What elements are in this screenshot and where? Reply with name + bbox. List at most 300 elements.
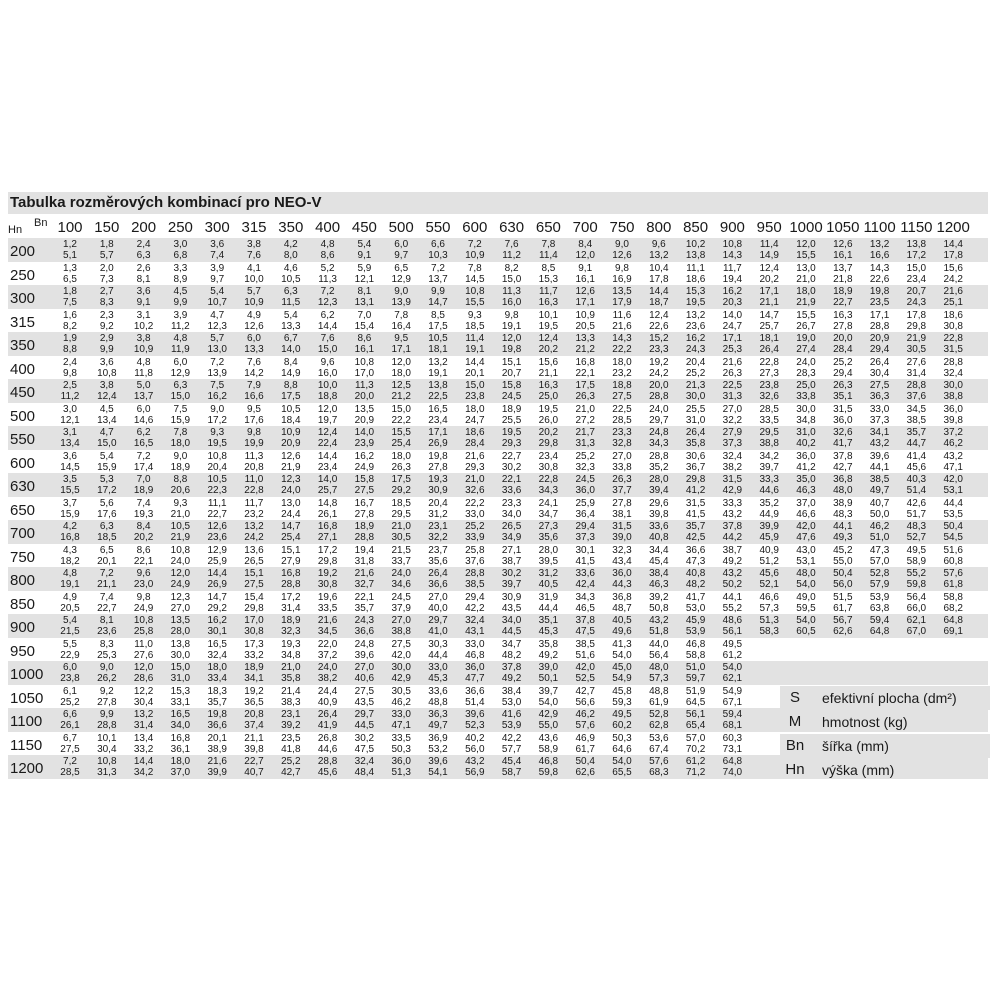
table-cell (934, 310, 972, 332)
cell-weight-value: 34,3 (538, 485, 559, 496)
cell-area-value: 41,3 (612, 638, 632, 650)
cell-area-value: 46,6 (759, 591, 779, 603)
cell-weight-value: 30,2 (501, 461, 522, 473)
table-cell (345, 709, 383, 731)
cell-area-value: 9,0 (173, 450, 188, 462)
cell-area-value: 57,6 (943, 568, 963, 579)
cell-area-value: 25,2 (833, 356, 853, 368)
cell-weight-value: 19,4 (722, 273, 743, 285)
table-cell (566, 568, 604, 590)
row-header-hn: 400 (10, 360, 36, 378)
table-cell (88, 709, 126, 731)
cell-weight-value: 26,7 (796, 320, 816, 332)
cell-weight-value: 40,0 (428, 602, 448, 614)
table-cell (529, 592, 567, 614)
table-cell (382, 733, 420, 755)
table-cell (713, 615, 751, 637)
cell-area-value: 21,3 (685, 380, 706, 391)
cell-weight-value: 68,2 (943, 602, 963, 614)
cell-weight-value: 62,6 (833, 626, 853, 637)
table-cell (198, 686, 236, 708)
table-cell (677, 333, 715, 355)
cell-area-value: 14,3 (612, 333, 632, 344)
cell-area-value: 12,4 (759, 262, 779, 274)
cell-area-value: 5,4 (63, 615, 77, 626)
cell-area-value: 10,1 (97, 732, 117, 744)
cell-weight-value: 13,0 (207, 344, 227, 355)
table-cell (603, 545, 641, 567)
table-row-hn-900 (8, 614, 988, 638)
cell-area-value: 12,0 (133, 662, 154, 673)
cell-area-value: 22,1 (501, 474, 522, 485)
cell-area-value: 21,0 (281, 662, 301, 673)
table-cell (713, 404, 751, 426)
table-cell (566, 263, 604, 285)
cell-weight-value: 14,6 (133, 414, 154, 426)
table-cell (897, 380, 935, 402)
cell-area-value: 8,4 (136, 521, 151, 532)
cell-area-value: 16,7 (354, 497, 375, 509)
cell-weight-value: 19,9 (244, 438, 264, 449)
cell-weight-value: 29,2 (207, 602, 227, 614)
table-cell (419, 639, 457, 661)
cell-area-value: 10,9 (575, 309, 595, 321)
cell-weight-value: 34,1 (244, 673, 264, 684)
cell-area-value: 43,2 (649, 615, 669, 626)
cell-area-value: 28,8 (317, 756, 338, 767)
table-cell (88, 662, 126, 684)
table-cell (713, 592, 751, 614)
cell-weight-value: 22,2 (612, 344, 632, 355)
cell-area-value: 27,0 (722, 403, 743, 415)
cell-area-value: 33,0 (391, 709, 411, 720)
cell-weight-value: 41,5 (685, 508, 706, 520)
cell-weight-value: 61,8 (943, 579, 963, 590)
table-cell (934, 615, 972, 637)
cell-area-value: 28,5 (759, 403, 779, 415)
table-cell (456, 498, 494, 520)
cell-area-value: 20,0 (649, 380, 669, 391)
table-cell (198, 756, 236, 778)
table-cell (934, 592, 972, 614)
cell-weight-value: 8,3 (99, 297, 114, 308)
cell-weight-value: 28,5 (60, 767, 80, 778)
cell-area-value: 6,0 (136, 403, 151, 415)
table-row-hn-1000 (8, 661, 988, 685)
table-cell (713, 662, 751, 684)
cell-area-value: 9,3 (173, 497, 188, 509)
table-cell (51, 756, 89, 778)
cell-area-value: 19,5 (538, 403, 559, 415)
cell-area-value: 4,8 (320, 239, 335, 250)
cell-area-value: 36,6 (465, 685, 485, 697)
cell-weight-value: 22,5 (428, 391, 448, 402)
cell-area-value: 34,7 (501, 638, 522, 650)
table-cell (382, 615, 420, 637)
cell-weight-value: 29,8 (244, 602, 264, 614)
cell-weight-value: 40,7 (244, 767, 264, 778)
table-cell (345, 286, 383, 308)
cell-weight-value: 27,5 (60, 743, 80, 755)
cell-area-value: 9,5 (247, 403, 261, 415)
table-cell (125, 333, 163, 355)
cell-area-value: 15,2 (649, 333, 669, 344)
cell-area-value: 25,2 (575, 450, 595, 462)
cell-area-value: 37,8 (833, 450, 853, 462)
table-cell (345, 615, 383, 637)
cell-weight-value: 15,5 (60, 485, 80, 496)
cell-area-value: 23,1 (428, 521, 448, 532)
cell-weight-value: 20,9 (354, 414, 375, 426)
table-cell (272, 333, 310, 355)
cell-area-value: 22,7 (501, 450, 522, 462)
cell-area-value: 31,5 (722, 474, 743, 485)
cell-area-value: 16,8 (575, 356, 595, 368)
cell-weight-value: 34,7 (538, 508, 559, 520)
cell-area-value: 49,0 (796, 591, 816, 603)
table-cell (677, 639, 715, 661)
table-cell (51, 639, 89, 661)
cell-area-value: 21,6 (465, 450, 485, 462)
table-cell (493, 333, 531, 355)
cell-area-value: 59,4 (869, 615, 890, 626)
cell-area-value: 44,0 (649, 638, 669, 650)
cell-weight-value: 17,4 (133, 461, 154, 473)
table-cell (934, 333, 972, 355)
cell-area-value: 24,5 (575, 474, 595, 485)
cell-weight-value: 9,7 (210, 273, 225, 285)
table-cell (198, 239, 236, 261)
cell-area-value: 5,4 (210, 286, 225, 297)
table-cell (566, 709, 604, 731)
cell-weight-value: 13,4 (60, 438, 80, 449)
table-cell (456, 568, 494, 590)
cell-area-value: 60,3 (722, 732, 743, 744)
table-cell (750, 521, 788, 543)
cell-weight-value: 28,4 (465, 438, 485, 449)
cell-area-value: 34,3 (575, 591, 595, 603)
cell-area-value: 12,0 (796, 239, 816, 250)
cell-weight-value: 31,8 (354, 555, 375, 567)
cell-weight-value: 24,4 (281, 508, 301, 520)
cell-weight-value: 21,5 (60, 626, 80, 637)
cell-weight-value: 61,2 (722, 649, 743, 661)
cell-weight-value: 32,3 (281, 626, 301, 637)
cell-area-value: 10,9 (281, 427, 301, 438)
table-cell (382, 521, 420, 543)
cell-area-value: 35,1 (538, 615, 559, 626)
cell-weight-value: 16,4 (391, 320, 411, 332)
table-cell (750, 545, 788, 567)
table-cell (309, 662, 347, 684)
cell-weight-value: 27,8 (97, 696, 117, 708)
table-cell (51, 333, 89, 355)
cell-area-value: 26,4 (428, 568, 448, 579)
table-cell (897, 427, 935, 449)
table-cell (603, 592, 641, 614)
table-cell (934, 474, 972, 496)
table-cell (419, 427, 457, 449)
cell-area-value: 12,0 (170, 568, 191, 579)
row-header-hn: 600 (10, 454, 36, 472)
table-cell (529, 733, 567, 755)
table-cell (161, 451, 199, 473)
row-header-hn: 315 (10, 313, 36, 331)
table-cell (272, 686, 310, 708)
table-cell (161, 662, 199, 684)
cell-area-value: 21,0 (575, 403, 595, 415)
table-cell (88, 286, 126, 308)
cell-area-value: 51,3 (759, 615, 779, 626)
table-cell (861, 521, 899, 543)
cell-weight-value: 18,0 (391, 367, 411, 379)
cell-area-value: 10,8 (207, 450, 227, 462)
cell-area-value: 33,3 (722, 497, 743, 509)
table-cell (272, 357, 310, 379)
cell-weight-value: 35,8 (685, 438, 706, 449)
cell-weight-value: 57,6 (575, 720, 595, 731)
cell-area-value: 12,6 (207, 521, 227, 532)
cell-area-value: 19,2 (317, 568, 338, 579)
table-cell (345, 545, 383, 567)
table-cell (787, 310, 825, 332)
table-cell (750, 357, 788, 379)
cell-area-value: 3,9 (173, 309, 188, 321)
cell-weight-value: 36,5 (244, 696, 264, 708)
cell-area-value: 52,8 (869, 568, 890, 579)
cell-weight-value: 17,9 (612, 297, 632, 308)
cell-weight-value: 49,2 (538, 649, 559, 661)
table-cell (125, 662, 163, 684)
cell-weight-value: 6,3 (136, 250, 151, 261)
table-cell (603, 639, 641, 661)
cell-area-value: 22,8 (759, 356, 779, 368)
table-cell (493, 662, 531, 684)
cell-weight-value: 39,8 (943, 414, 963, 426)
cell-area-value: 23,4 (538, 450, 559, 462)
column-header-bn-1200: 1200 (936, 219, 970, 236)
cell-area-value: 3,8 (136, 333, 151, 344)
cell-area-value: 10,4 (649, 262, 669, 274)
cell-area-value: 48,3 (906, 521, 927, 532)
cell-area-value: 11,1 (207, 497, 227, 509)
table-cell (824, 592, 862, 614)
cell-weight-value: 27,9 (281, 555, 301, 567)
cell-weight-value: 30,8 (244, 626, 264, 637)
table-cell (640, 615, 678, 637)
cell-area-value: 40,5 (612, 615, 632, 626)
cell-area-value: 11,0 (134, 638, 153, 650)
table-cell (345, 521, 383, 543)
table-cell (640, 592, 678, 614)
cell-weight-value: 66,0 (906, 602, 927, 614)
cell-weight-value: 29,7 (649, 414, 669, 426)
cell-weight-value: 9,9 (173, 297, 188, 308)
cell-weight-value: 48,4 (354, 767, 375, 778)
table-cell (309, 333, 347, 355)
table-cell (198, 286, 236, 308)
cell-weight-value: 15,9 (60, 508, 80, 520)
table-cell (529, 474, 567, 496)
table-cell (493, 286, 531, 308)
cell-weight-value: 9,8 (63, 367, 77, 379)
cell-area-value: 50,3 (612, 732, 632, 744)
cell-weight-value: 26,1 (317, 508, 338, 520)
cell-area-value: 9,0 (99, 662, 114, 673)
cell-area-value: 18,9 (833, 286, 853, 297)
table-cell (235, 615, 273, 637)
cell-weight-value: 13,3 (281, 320, 301, 332)
table-cell (272, 239, 310, 261)
row-header-hn: 250 (10, 266, 36, 284)
cell-area-value: 25,8 (465, 544, 485, 556)
cell-area-value: 4,7 (99, 427, 114, 438)
cell-area-value: 27,0 (354, 662, 375, 673)
cell-area-value: 2,3 (99, 309, 114, 321)
table-cell (493, 686, 531, 708)
cell-area-value: 42,2 (501, 732, 522, 744)
cell-area-value: 28,8 (649, 450, 669, 462)
cell-weight-value: 65,4 (685, 720, 706, 731)
cell-area-value: 24,0 (317, 662, 338, 673)
table-cell (934, 451, 972, 473)
cell-area-value: 7,2 (99, 568, 114, 579)
cell-weight-value: 39,0 (612, 532, 632, 543)
cell-area-value: 9,9 (431, 286, 445, 297)
table-cell (272, 451, 310, 473)
cell-area-value: 14,4 (943, 239, 963, 250)
table-cell (713, 263, 751, 285)
column-header-bn-850: 850 (683, 219, 709, 236)
cell-area-value: 34,5 (906, 403, 927, 415)
cell-area-value: 5,2 (320, 262, 335, 274)
table-cell (640, 263, 678, 285)
cell-weight-value: 6,5 (63, 273, 77, 285)
table-cell (897, 286, 935, 308)
table-cell (640, 239, 678, 261)
cell-weight-value: 35,1 (833, 391, 853, 402)
cell-area-value: 14,4 (317, 450, 338, 462)
cell-weight-value: 29,4 (833, 367, 853, 379)
row-header-hn: 700 (10, 525, 36, 542)
cell-weight-value: 21,2 (575, 344, 595, 355)
table-cell (198, 545, 236, 567)
table-cell (235, 357, 273, 379)
cell-area-value: 5,4 (283, 309, 298, 321)
table-cell (51, 709, 89, 731)
cell-weight-value: 18,0 (170, 438, 191, 449)
cell-weight-value: 32,6 (465, 485, 485, 496)
cell-area-value: 3,1 (63, 427, 77, 438)
cell-weight-value: 18,1 (428, 344, 448, 355)
table-cell (603, 286, 641, 308)
cell-weight-value: 45,3 (428, 673, 448, 684)
cell-weight-value: 12,9 (170, 367, 191, 379)
cell-area-value: 8,6 (357, 333, 372, 344)
cell-weight-value: 11,9 (171, 344, 190, 355)
cell-area-value: 17,1 (722, 333, 743, 344)
table-cell (529, 756, 567, 778)
cell-area-value: 35,7 (685, 521, 706, 532)
cell-area-value: 5,5 (63, 638, 77, 650)
table-cell (161, 709, 199, 731)
cell-area-value: 14,4 (649, 286, 669, 297)
cell-area-value: 27,5 (391, 638, 411, 650)
cell-weight-value: 54,5 (943, 532, 963, 543)
table-cell (934, 357, 972, 379)
cell-weight-value: 25,2 (685, 367, 706, 379)
table-cell (419, 357, 457, 379)
cell-area-value: 41,6 (501, 709, 522, 720)
table-cell (603, 310, 641, 332)
table-cell (787, 404, 825, 426)
table-cell (713, 639, 751, 661)
table-cell (456, 521, 494, 543)
row-header-hn: 1100 (10, 713, 43, 730)
cell-area-value: 13,0 (796, 262, 816, 274)
cell-area-value: 2,5 (63, 380, 77, 391)
cell-area-value: 44,4 (943, 497, 963, 509)
cell-weight-value: 8,0 (283, 250, 298, 261)
cell-weight-value: 11,8 (134, 367, 153, 379)
cell-area-value: 27,5 (354, 685, 375, 697)
table-cell (566, 333, 604, 355)
table-cell (603, 709, 641, 731)
cell-weight-value: 18,7 (649, 297, 669, 308)
cell-weight-value: 27,5 (244, 579, 264, 590)
table-cell (566, 357, 604, 379)
table-cell (309, 592, 347, 614)
table-cell (566, 545, 604, 567)
table-cell (750, 568, 788, 590)
table-cell (51, 498, 89, 520)
table-cell (897, 521, 935, 543)
cell-weight-value: 32,3 (575, 461, 595, 473)
table-cell (51, 263, 89, 285)
table-cell (345, 357, 383, 379)
table-cell (897, 357, 935, 379)
cell-area-value: 17,5 (391, 474, 411, 485)
cell-area-value: 1,9 (63, 333, 77, 344)
cell-weight-value: 65,5 (612, 767, 632, 778)
cell-weight-value: 56,0 (465, 743, 485, 755)
table-cell (88, 592, 126, 614)
table-cell (125, 639, 163, 661)
table-cell (419, 380, 457, 402)
cell-area-value: 22,8 (538, 474, 559, 485)
cell-weight-value: 9,2 (99, 320, 114, 332)
cell-area-value: 3,8 (99, 380, 114, 391)
cell-weight-value: 17,2 (207, 414, 227, 426)
cell-weight-value: 23,9 (354, 438, 375, 449)
cell-area-value: 15,3 (685, 286, 706, 297)
cell-weight-value: 26,9 (428, 438, 448, 449)
table-cell (787, 592, 825, 614)
table-cell (382, 404, 420, 426)
table-cell (309, 357, 347, 379)
table-cell (309, 404, 347, 426)
table-cell (345, 404, 383, 426)
cell-area-value: 19,5 (501, 427, 522, 438)
cell-weight-value: 47,1 (391, 720, 411, 731)
cell-weight-value: 51,7 (906, 508, 927, 520)
cell-area-value: 26,3 (833, 380, 853, 391)
table-cell (713, 333, 751, 355)
cell-weight-value: 36,7 (685, 461, 706, 473)
cell-weight-value: 43,2 (869, 438, 890, 449)
table-cell (677, 592, 715, 614)
cell-weight-value: 11,2 (502, 250, 521, 261)
